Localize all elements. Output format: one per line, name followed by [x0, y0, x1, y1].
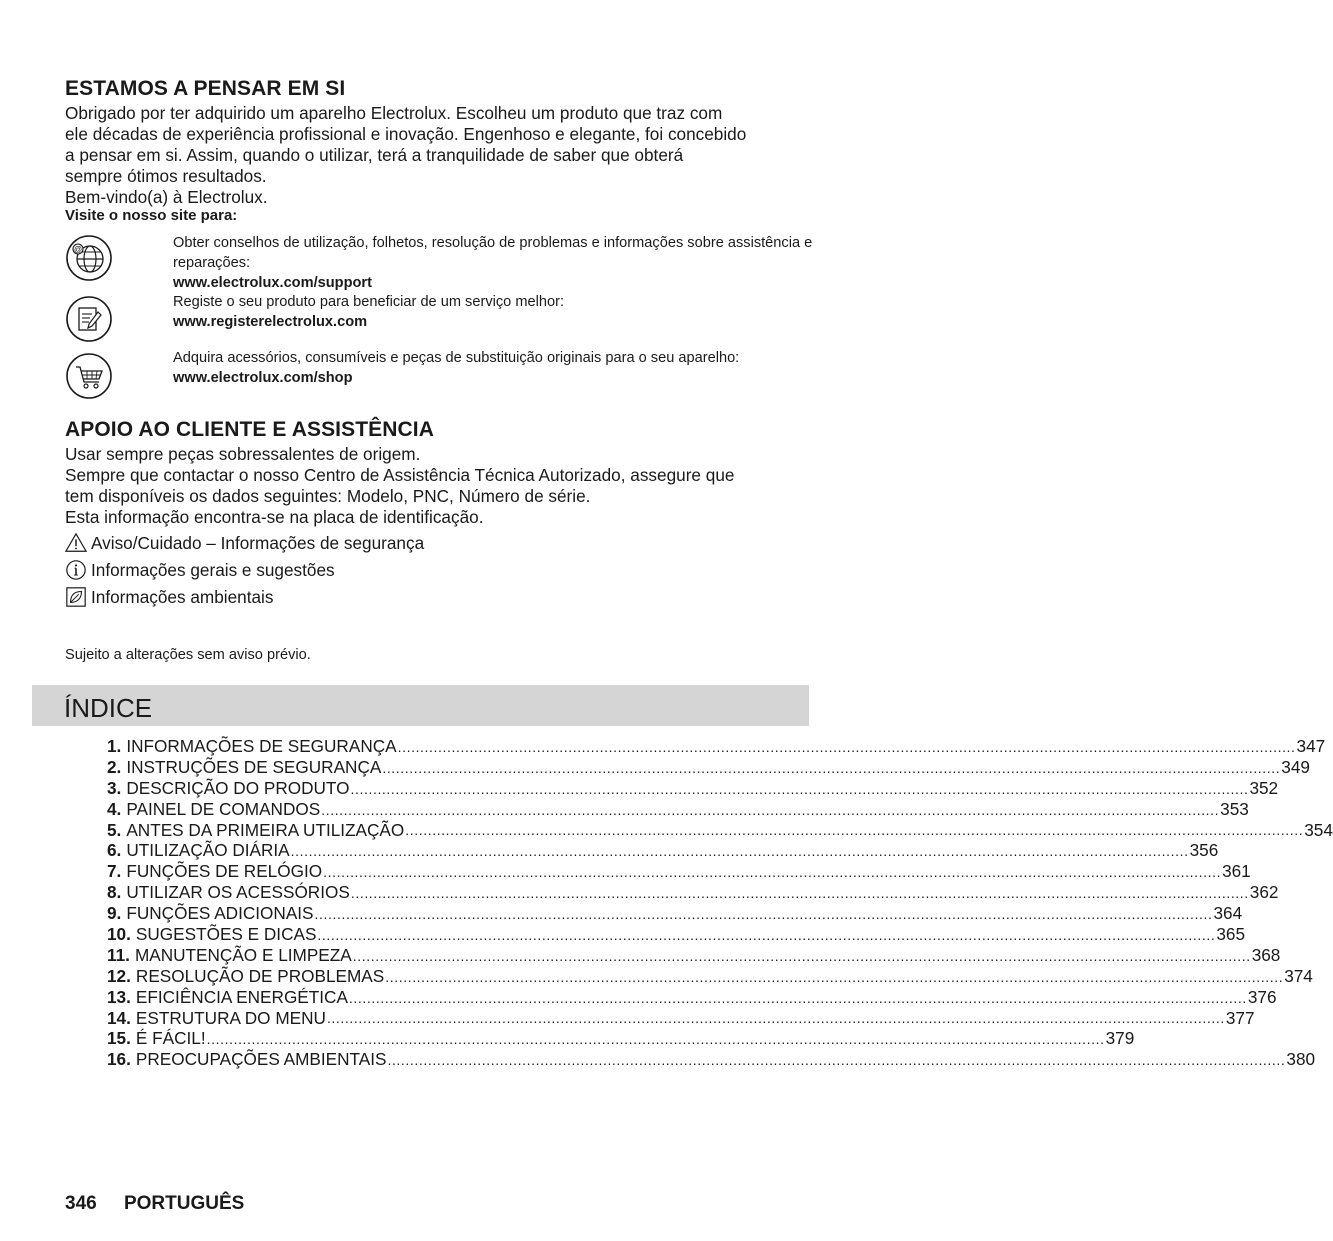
toc-dot-leader: ........................................................................................................................................................................................................ [385, 968, 1284, 985]
toc-item-page: 347 [1296, 735, 1326, 756]
toc-dot-leader: ........................................................................................................................................................................................................ [382, 759, 1281, 776]
toc-item-title: MANUTENÇÃO E LIMPEZA [134, 944, 352, 965]
toc-item-title: UTILIZAÇÃO DIÁRIA [126, 840, 290, 861]
toc-item[interactable] [107, 1007, 1255, 1029]
toc-header [32, 685, 809, 726]
intro-heading: ESTAMOS A PENSAR EM SI [65, 77, 346, 100]
toc-item-number: 4. [107, 798, 122, 819]
intro-line: sempre ótimos resultados. [65, 166, 267, 186]
toc-dot-leader: ........................................................................................................................................................................................................ [352, 947, 1251, 964]
legend-environment [65, 586, 273, 608]
toc-item-number: 6. [107, 840, 122, 861]
intro-line: Obrigado por ter adquirido um aparelho Electrolux. Escolheu um produto que traz com [65, 103, 723, 123]
support-link[interactable]: www.electrolux.com/support [173, 275, 372, 291]
toc-dot-leader: ........................................................................................................................................................................................................ [350, 780, 1249, 797]
toc-item-title: FUNÇÕES DE RELÓGIO [126, 861, 323, 882]
support-line: Usar sempre peças sobressalentes de origem. [65, 444, 421, 464]
toc-item-title: INFORMAÇÕES DE SEGURANÇA [126, 735, 397, 756]
toc-dot-leader: ........................................................................................................................................................................................................ [323, 864, 1222, 881]
toc-item-title: EFICIÊNCIA ENERGÉTICA [135, 986, 348, 1007]
legend-label: Informações gerais e sugestões [91, 559, 335, 580]
toc-item-number: 15. [107, 1028, 131, 1049]
toc-item-number: 8. [107, 882, 122, 903]
toc-item-title: UTILIZAR OS ACESSÓRIOS [126, 882, 350, 903]
legend-label: Aviso/Cuidado – Informações de segurança [91, 532, 425, 553]
environment-icon [65, 586, 87, 608]
toc-item[interactable] [107, 798, 1249, 820]
toc-item-title: FUNÇÕES ADICIONAIS [126, 903, 314, 924]
table-of-contents [107, 735, 1333, 1070]
toc-item-title: INSTRUÇÕES DE SEGURANÇA [126, 756, 382, 777]
legend-warning [65, 532, 424, 554]
toc-item-page: 365 [1216, 924, 1246, 944]
toc-item[interactable] [107, 903, 1243, 924]
registration-icon [65, 295, 113, 343]
toc-item-title: RESOLUÇÃO DE PROBLEMAS [135, 965, 385, 986]
toc-item-number: 16. [107, 1049, 131, 1070]
toc-dot-leader: ........................................................................................................................................................................................................ [326, 1010, 1225, 1027]
register-link[interactable]: www.registerelectrolux.com [173, 314, 368, 330]
toc-dot-leader: ........................................................................................................................................................................................................ [317, 926, 1216, 943]
toc-item[interactable] [107, 986, 1277, 1008]
toc-item[interactable] [107, 1028, 1135, 1049]
toc-item-page: 352 [1249, 777, 1279, 798]
toc-item-number: 9. [107, 903, 122, 924]
legend-label: Informações ambientais [91, 586, 274, 607]
toc-item[interactable] [107, 777, 1279, 799]
toc-item-page: 379 [1105, 1028, 1135, 1049]
toc-item-number: 1. [107, 735, 122, 756]
toc-item-title: SUGESTÕES E DICAS [135, 924, 317, 944]
toc-item-number: 7. [107, 861, 122, 882]
shop-link[interactable]: www.electrolux.com/shop [173, 370, 353, 386]
toc-dot-leader: ........................................................................................................................................................................................................ [321, 801, 1220, 818]
toc-item-title: DESCRIÇÃO DO PRODUTO [126, 777, 350, 798]
toc-item[interactable] [107, 819, 1333, 841]
toc-item-title: PAINEL DE COMANDOS [126, 798, 321, 819]
toc-item[interactable] [107, 882, 1279, 903]
toc-heading: ÍNDICE [64, 693, 153, 723]
toc-item-page: 364 [1213, 903, 1243, 924]
toc-dot-leader: ........................................................................................................................................................................................................ [397, 738, 1296, 755]
toc-dot-leader: ........................................................................................................................................................................................................ [206, 1031, 1105, 1048]
toc-item-title: É FÁCIL! [135, 1028, 206, 1049]
toc-item-page: 376 [1247, 986, 1277, 1007]
legend-info [65, 559, 335, 581]
service-description: Adquira acessórios, consumíveis e peças de substituição originais para o seu aparelho: [173, 350, 740, 366]
toc-dot-leader: ........................................................................................................................................................................................................ [405, 822, 1304, 839]
intro-line: a pensar em si. Assim, quando o utilizar, terá a tranquilidade de saber que obterá [65, 145, 684, 165]
toc-dot-leader: ........................................................................................................................................................................................................ [314, 906, 1213, 923]
toc-item[interactable] [107, 944, 1281, 966]
page-footer [65, 1193, 244, 1215]
footer-language: PORTUGUÊS [123, 1193, 245, 1214]
toc-item-number: 13. [107, 986, 131, 1007]
toc-item[interactable] [107, 861, 1251, 882]
service-register [173, 292, 813, 332]
toc-item[interactable] [107, 756, 1310, 778]
support-paragraph [65, 444, 825, 528]
toc-item-title: ESTRUTURA DO MENU [135, 1007, 326, 1028]
svg-text:@: @ [74, 245, 82, 254]
toc-item[interactable] [107, 965, 1313, 987]
intro-line: ele décadas de experiência profissional e inovação. Engenhoso e elegante, foi concebido [65, 124, 747, 144]
toc-item[interactable] [107, 735, 1326, 757]
toc-item[interactable] [107, 924, 1246, 945]
service-shop [173, 348, 813, 388]
support-heading: APOIO AO CLIENTE E ASSISTÊNCIA [65, 418, 434, 441]
toc-dot-leader: ........................................................................................................................................................................................................ [348, 989, 1247, 1006]
toc-dot-leader: ........................................................................................................................................................................................................ [290, 843, 1189, 860]
toc-item-title: ANTES DA PRIMEIRA UTILIZAÇÃO [126, 819, 405, 840]
visit-label: Visite o nosso site para: [65, 207, 238, 224]
globe-icon [65, 234, 113, 282]
toc-item-number: 11. [107, 944, 130, 965]
toc-item-page: 349 [1281, 756, 1310, 777]
toc-dot-leader: ........................................................................................................................................................................................................ [387, 1052, 1286, 1069]
support-line: tem disponíveis os dados seguintes: Modelo, PNC, Número de série. [65, 486, 591, 506]
toc-item-number: 5. [107, 819, 122, 840]
intro-paragraph [65, 103, 825, 208]
toc-item-number: 3. [107, 777, 122, 798]
intro-line: Bem-vindo(a) à Electrolux. [65, 187, 268, 207]
support-line: Esta informação encontra-se na placa de identificação. [65, 507, 484, 527]
toc-item-page: 361 [1222, 861, 1251, 882]
toc-dot-leader: ........................................................................................................................................................................................................ [350, 885, 1249, 902]
toc-item[interactable] [107, 840, 1219, 861]
toc-item-page: 362 [1249, 882, 1279, 903]
service-description: Registe o seu produto para beneficiar de um serviço melhor: [173, 294, 564, 310]
toc-item-number: 10. [107, 924, 131, 944]
toc-item-title: PREOCUPAÇÕES AMBIENTAIS [135, 1049, 387, 1070]
toc-item-number: 12. [107, 965, 131, 986]
toc-item-page: 356 [1189, 840, 1219, 861]
toc-item-number: 2. [107, 756, 122, 777]
footer-page-number: 346 [65, 1193, 97, 1214]
toc-item-page: 353 [1220, 798, 1249, 819]
toc-item-page: 380 [1286, 1049, 1316, 1070]
toc-item-page: 354 [1304, 819, 1333, 840]
toc-item-number: 14. [107, 1007, 131, 1028]
toc-item[interactable] [107, 1049, 1316, 1070]
warning-icon [65, 532, 87, 554]
service-description: Obter conselhos de utilização, folhetos, resolução de problemas e informações sobre assistência e reparações: [173, 235, 813, 271]
change-notice: Sujeito a alterações sem aviso prévio. [65, 647, 311, 663]
toc-item-page: 377 [1225, 1007, 1255, 1028]
shopping-cart-icon [65, 352, 113, 400]
toc-item-page: 374 [1284, 965, 1313, 986]
toc-item-page: 368 [1251, 944, 1281, 965]
info-icon [65, 559, 87, 581]
support-line: Sempre que contactar o nosso Centro de Assistência Técnica Autorizado, assegure que [65, 465, 735, 485]
service-support [173, 233, 813, 293]
